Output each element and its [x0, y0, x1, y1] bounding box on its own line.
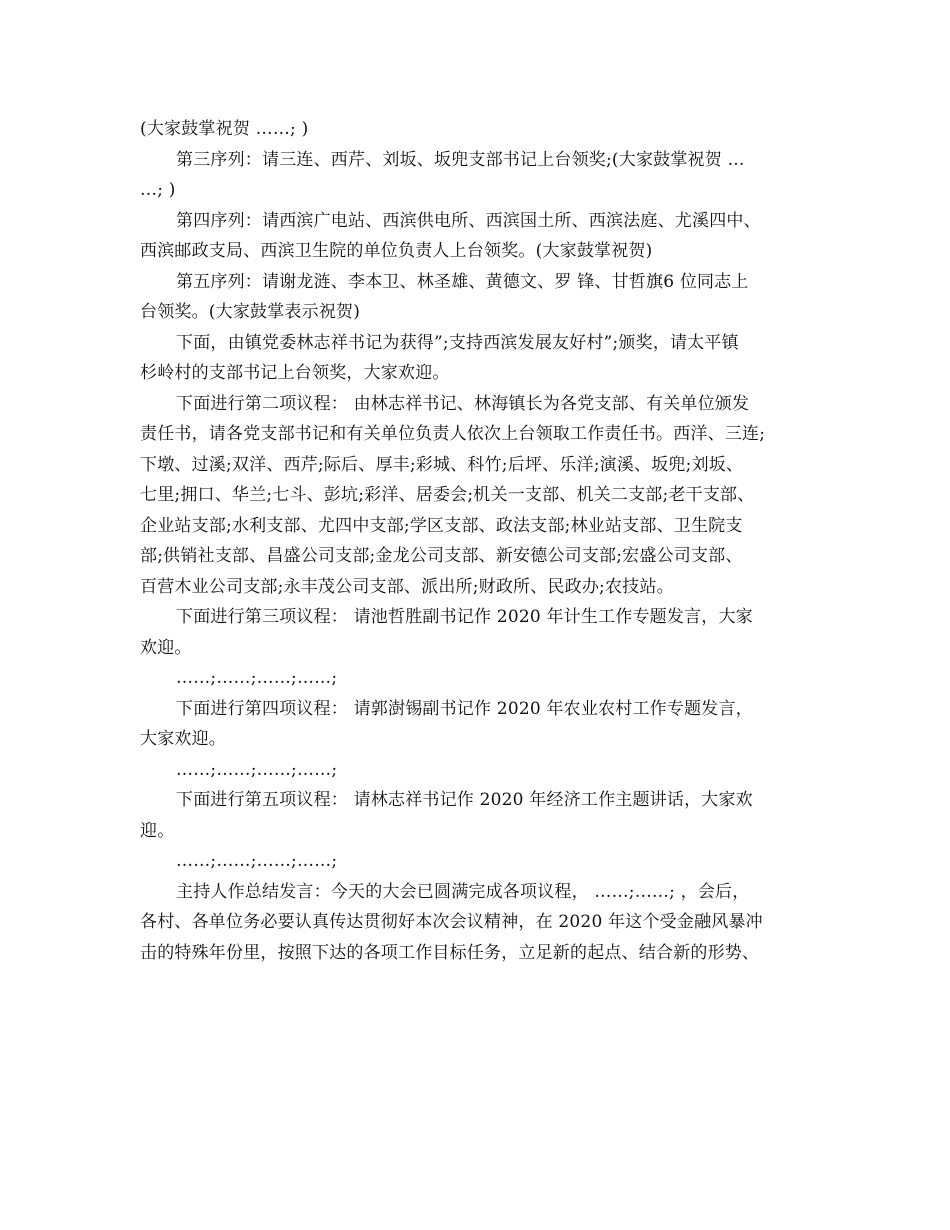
paragraph-first-line: 主持人作总结发言：今天的大会已圆满完成各项议程， ……;……; ，会后，	[176, 881, 750, 902]
text-line: 杉岭村的支部书记上台领奖，大家欢迎。	[140, 363, 450, 383]
paragraph-first-line: 第四序列：请西滨广电站、西滨供电所、西滨国土所、西滨法庭、尤溪四中、	[176, 210, 761, 231]
text-line: 责任书，请各党支部书记和有关单位负责人依次上台领取工作责任书。西洋、三连;	[140, 424, 766, 444]
text-line: 迎。	[140, 820, 175, 841]
ellipsis-line: ……;……;……;……;	[176, 668, 338, 688]
text-line: 台领奖。(大家鼓掌表示祝贺)	[140, 302, 361, 322]
ellipsis-line: ……;……;……;……;	[176, 759, 338, 780]
paragraph-first-line: 下面进行第五项议程： 请林志祥书记作 2020 年经济工作主题讲话，大家欢	[176, 790, 753, 810]
text-line: …; )	[140, 180, 176, 200]
text-line: 西滨邮政支局、西滨卫生院的单位负责人上台领奖。(大家鼓掌祝贺)	[140, 241, 653, 261]
paragraph-first-line: 第五序列：请谢龙涟、李本卫、林圣雄、黄德文、罗 锋、甘哲旗6 位同志上	[176, 271, 749, 292]
text-line: 击的特殊年份里，按照下达的各项工作目标任务，立足新的起点、结合新的形势、	[140, 942, 760, 963]
text-line: 各村、各单位务必要认真传达贯彻好本次会议精神，在 2020 年这个受金融风暴冲	[140, 912, 763, 932]
paragraph-first-line: 下面进行第三项议程： 请池哲胜副书记作 2020 年计生工作专题发言，大家	[176, 607, 753, 627]
ellipsis-line: ……;……;……;……;	[176, 851, 338, 871]
paragraph-first-line: 下面进行第二项议程： 由林志祥书记、林海镇长为各党支部、有关单位颁发	[176, 393, 750, 414]
text-line: 百营木业公司支部;永丰茂公司支部、派出所;财政所、民政办;农技站。	[140, 576, 674, 597]
paragraph-first-line: 第三序列：请三连、西芹、刘坂、坂兜支部书记上台领奖;(大家鼓掌祝贺 …	[176, 149, 745, 170]
text-line: 七里;拥口、华兰;七斗、彭坑;彩洋、居委会;机关一支部、机关二支部;老干支部、	[140, 485, 755, 505]
paragraph-first-line: 下面进行第四项议程： 请郭澍锡副书记作 2020 年农业农村工作专题发言，	[176, 698, 753, 719]
text-line: 企业站支部;水利支部、尤四中支部;学区支部、政法支部;林业站支部、卫生院支	[140, 515, 743, 536]
text-line: 欢迎。	[140, 637, 192, 658]
document-body	[140, 114, 816, 968]
text-line: 大家欢迎。	[140, 729, 226, 749]
paragraph-first-line: 下面，由镇党委林志祥书记为获得”;支持西滨发展友好村”;颁奖，请太平镇	[176, 332, 739, 353]
text-line: (大家鼓掌祝贺 ……; )	[140, 119, 309, 139]
text-line: 下墩、过溪;双洋、西芹;际后、厚丰;彩城、科竹;后坪、乐洋;演溪、坂兜;刘坂、	[140, 454, 744, 475]
text-line: 部;供销社支部、昌盛公司支部;金龙公司支部、新安德公司支部;宏盛公司支部、	[140, 546, 743, 566]
